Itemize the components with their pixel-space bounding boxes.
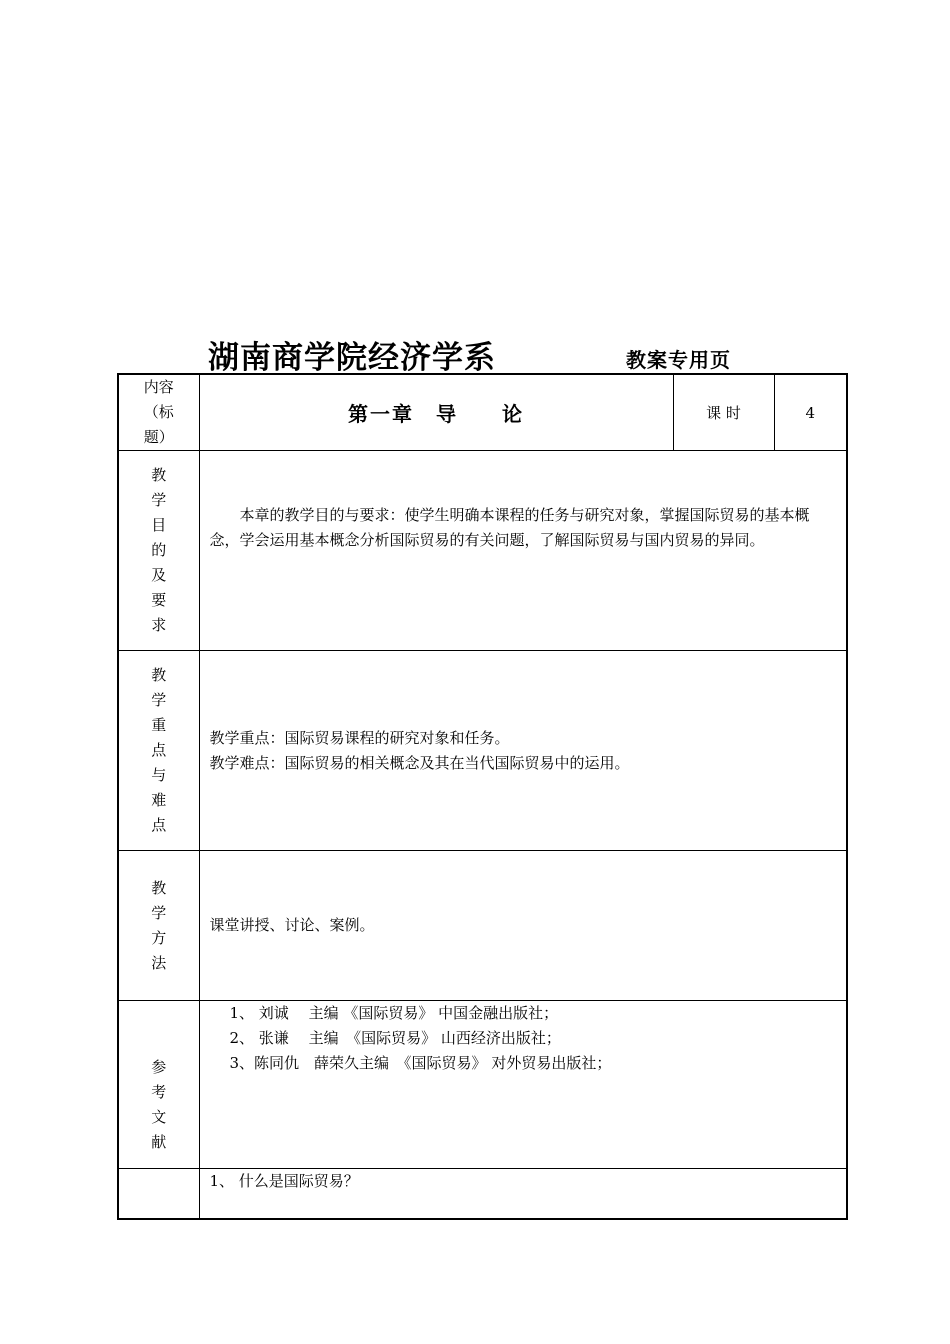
hours-value: 4 — [774, 374, 847, 451]
reference-item: 3、陈同仇 薛荣久主编 《国际贸易》 对外贸易出版社； — [229, 1054, 612, 1072]
question-item: 1、 什么是国际贸易？ — [209, 1172, 359, 1190]
questions-content — [199, 1169, 847, 1219]
methods-label: 教学方法 — [151, 878, 167, 972]
questions-label-cell — [118, 1169, 199, 1219]
chapter-title: 第一章 导 论 — [199, 374, 673, 451]
questions-row — [118, 1169, 847, 1219]
methods-content — [199, 851, 847, 1001]
objectives-row — [118, 451, 847, 651]
department-title: 湖南商学院经济学系 — [208, 340, 496, 376]
references-label-cell — [118, 1001, 199, 1169]
objectives-content — [199, 451, 847, 651]
methods-label-cell — [118, 851, 199, 1001]
methods-row — [118, 851, 847, 1001]
key-points-row — [118, 651, 847, 851]
hours-label: 课 时 — [673, 374, 774, 451]
objectives-text: 本章的教学目的与要求：使学生明确本课程的任务与研究对象，掌握国际贸易的基本概念，学会运用基本概念分析国际贸易的有关问题，了解国际贸易与国内贸易的异同。 — [209, 506, 810, 549]
content-title-label-cell — [118, 374, 199, 451]
reference-item: 2、 张谦 主编 《国际贸易》 山西经济出版社； — [229, 1029, 561, 1047]
key-focus-text: 教学重点：国际贸易课程的研究对象和任务。 — [209, 728, 510, 747]
objectives-label: 教学目的及要求 — [151, 466, 167, 634]
lesson-plan-table — [117, 373, 848, 1220]
key-difficulty-text: 教学难点：国际贸易的相关概念及其在当代国际贸易中的运用。 — [209, 753, 630, 772]
page-type-title: 教案专用页 — [626, 348, 731, 372]
key-points-label: 教学重点与难点 — [151, 666, 167, 834]
key-points-content — [199, 651, 847, 851]
references-label: 参考文献 — [151, 1057, 167, 1151]
references-content — [199, 1001, 847, 1169]
title-row — [118, 374, 847, 451]
content-title-label: 内容（标题） — [143, 378, 174, 446]
methods-text: 课堂讲授、讨论、案例。 — [209, 916, 375, 934]
page-header — [208, 330, 768, 374]
reference-item: 1、 刘诚 主编 《国际贸易》 中国金融出版社； — [229, 1004, 559, 1022]
key-points-label-cell — [118, 651, 199, 851]
objectives-label-cell — [118, 451, 199, 651]
references-row — [118, 1001, 847, 1169]
